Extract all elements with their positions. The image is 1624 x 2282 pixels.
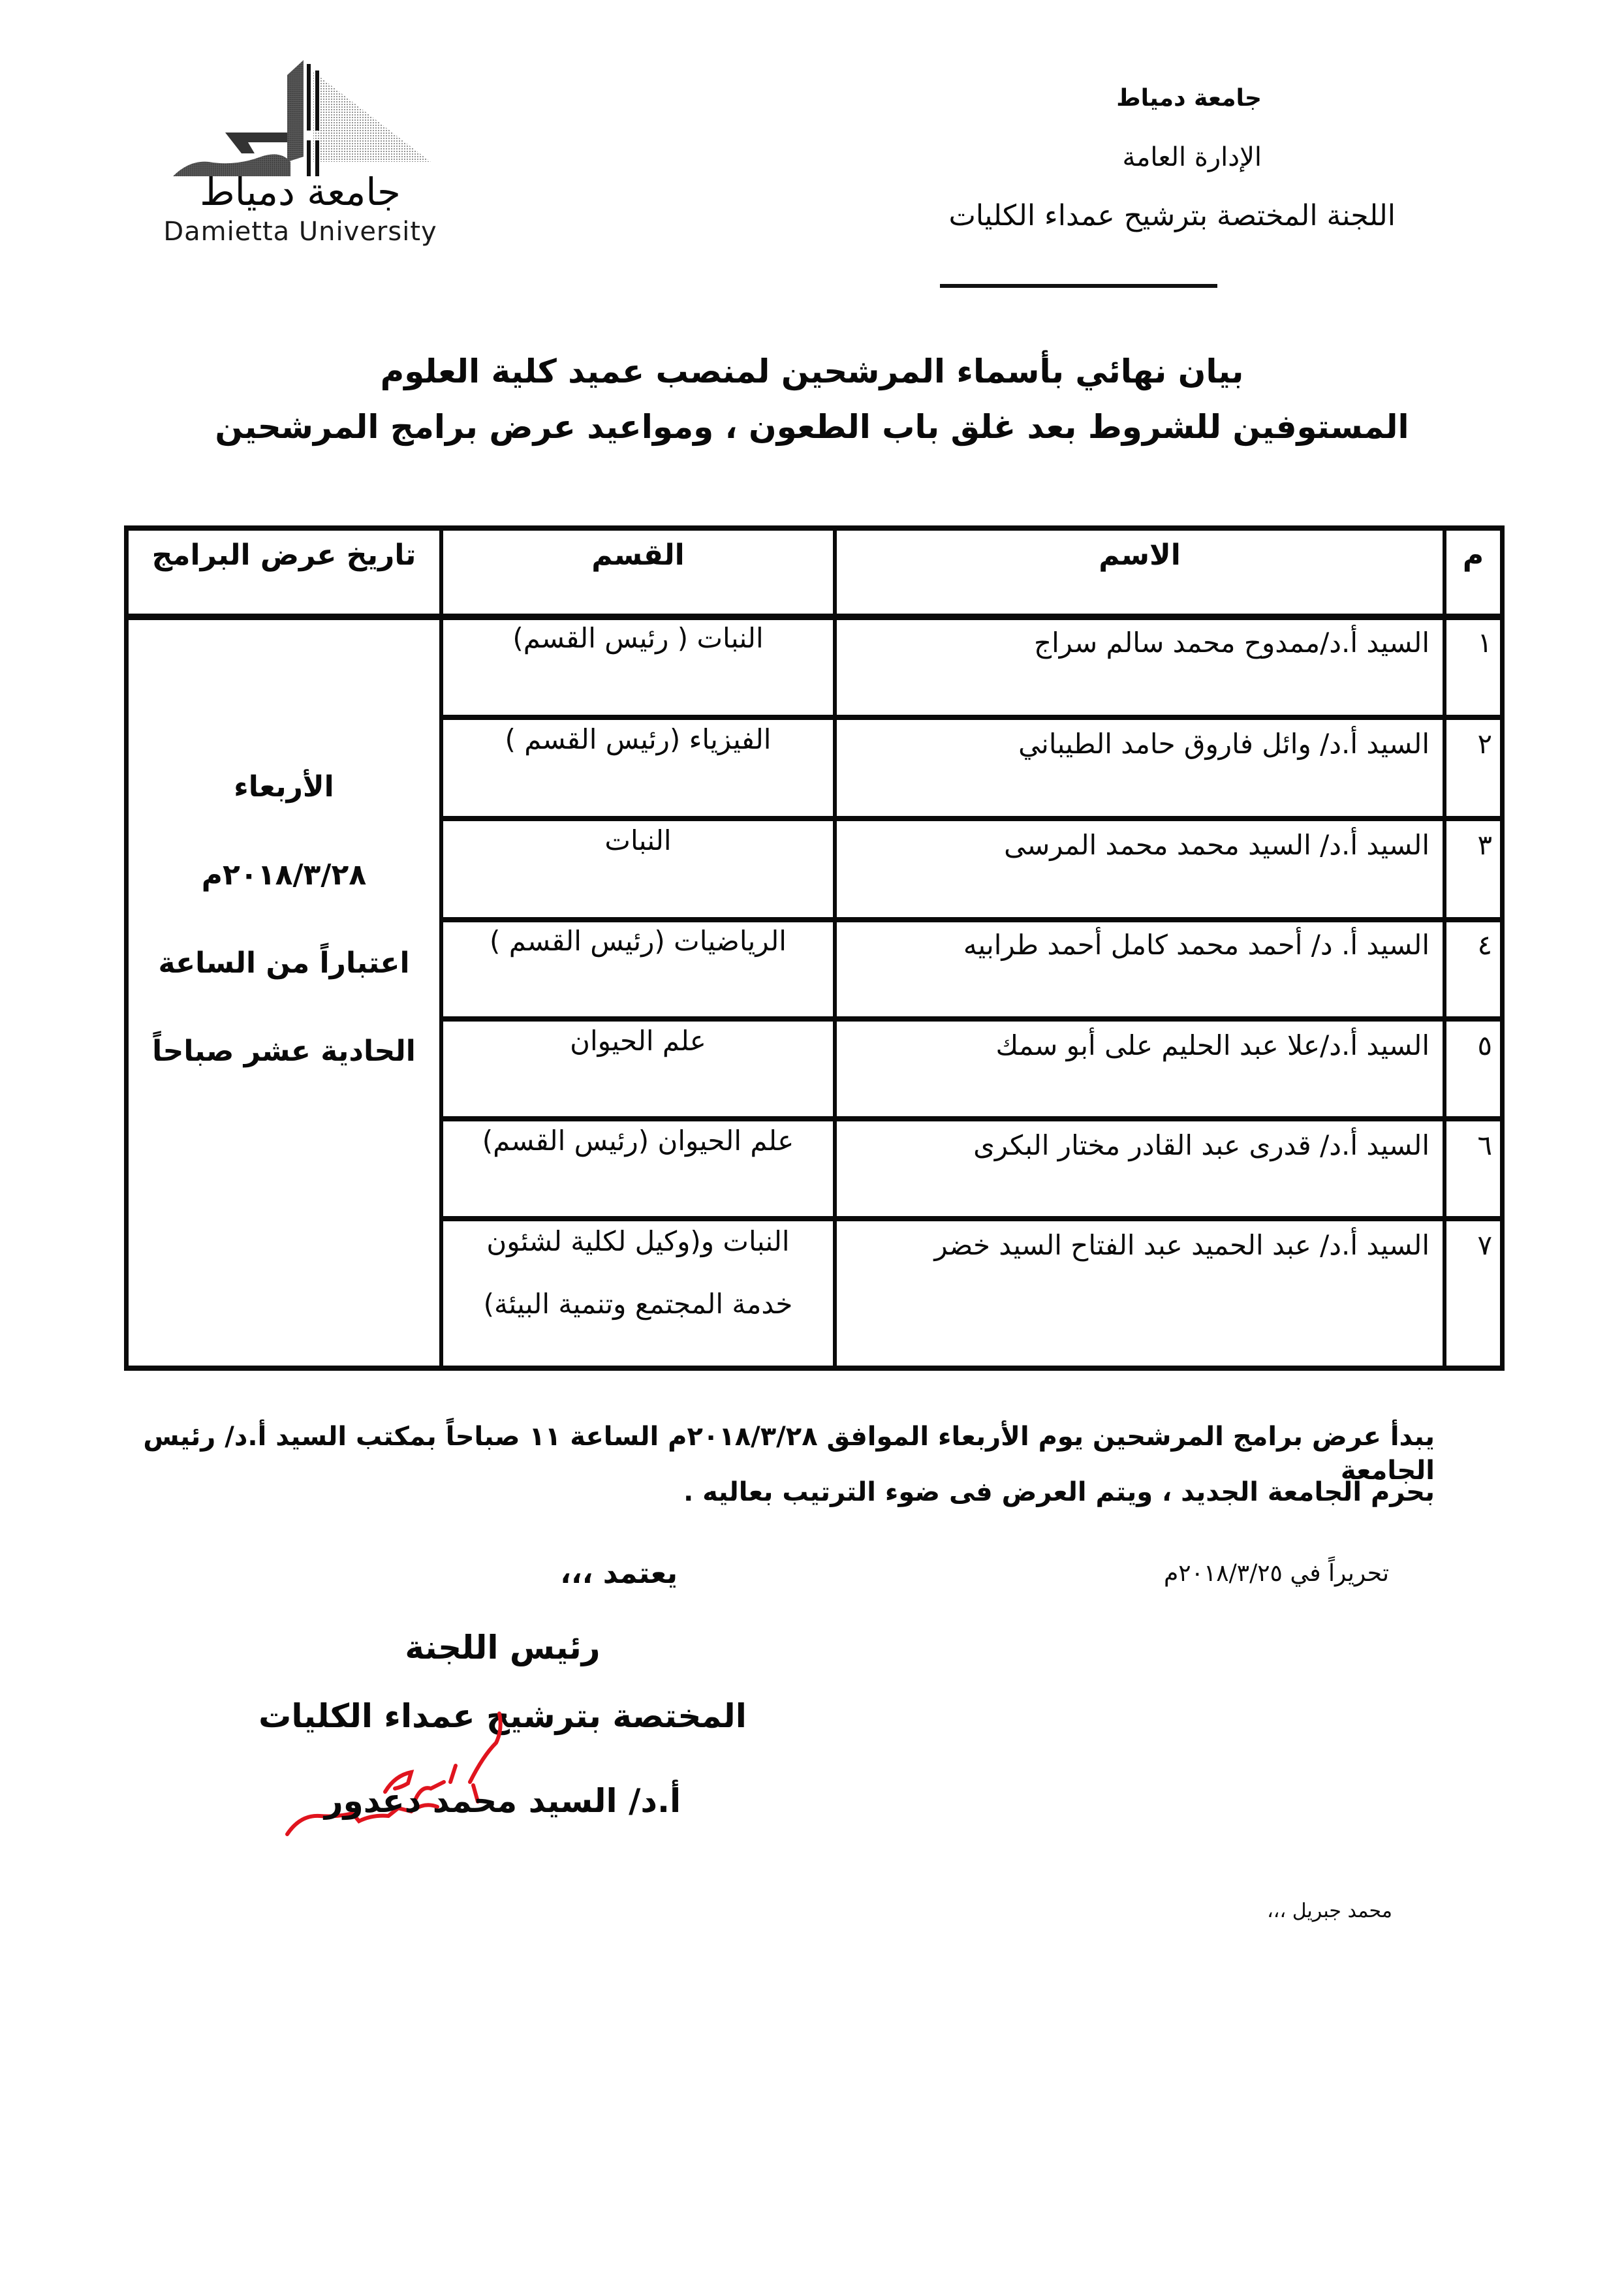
- table-border-right: [1500, 525, 1505, 1371]
- university-logo: [150, 46, 450, 248]
- row-index: ٧: [1477, 1229, 1492, 1261]
- candidate-name: السيد أ. د/ أحمد محمد كامل أحمد طرابيه: [963, 929, 1429, 961]
- candidate-name: السيد أ.د/ وائل فاروق حامد الطيباني: [1018, 728, 1429, 760]
- column-header-presentation-date: تاريخ عرض البرامج: [151, 539, 416, 572]
- footer-note: محمد جبريل ،،،: [1267, 1899, 1392, 1922]
- candidate-department: علم الحيوان (رئيس القسم): [482, 1125, 794, 1157]
- presentation-date: ٢٠١٨/٣/٢٨م: [201, 858, 367, 892]
- candidates-table: [124, 525, 1505, 1371]
- candidate-department: الرياضيات (رئيس القسم ): [490, 925, 787, 957]
- notice-line-1: يبدأ عرض برامج المرشحين يوم الأربعاء الموافق ٢٠١٨/٣/٢٨م الساعة ١١ صباحاً بمكتب السيد أ.د/ رئيس الجامعة: [143, 1422, 1435, 1486]
- table-border-top: [124, 525, 1505, 531]
- table-border-left: [124, 525, 129, 1371]
- written-date: تحريراً في ٢٠١٨/٣/٢٥م: [1163, 1560, 1389, 1587]
- row-index: ٦: [1477, 1129, 1492, 1161]
- column-header-index: م: [1462, 539, 1484, 572]
- row-divider: [439, 1016, 1505, 1022]
- candidate-name: السيد أ.د/ عبد الحميد عبد الفتاح السيد خضر: [934, 1229, 1429, 1261]
- approval-label: يعتمد ،،،: [560, 1557, 678, 1590]
- header-university-name: جامعة دمياط: [1116, 85, 1262, 112]
- row-divider: [439, 816, 1505, 821]
- header-divider: [940, 284, 1217, 288]
- header-committee-name: اللجنة المختصة بترشيح عمداء الكليات: [948, 199, 1396, 232]
- row-index: ٥: [1477, 1029, 1492, 1061]
- candidate-name: السيد أ.د/علا عبد الحليم على أبو سمك: [995, 1029, 1429, 1061]
- logo-english-wordmark: Damietta University: [163, 217, 437, 247]
- presentation-from-label: اعتباراً من الساعة: [158, 946, 410, 980]
- presentation-time: الحادية عشر صباحاً: [152, 1035, 416, 1068]
- column-header-department: القسم: [591, 539, 685, 572]
- candidate-department-line-2: خدمة المجتمع وتنمية البيئة): [483, 1288, 793, 1320]
- row-divider: [439, 1216, 1505, 1221]
- signatory-title-line-1: رئيس اللجنة: [405, 1629, 601, 1666]
- signatory-title-line-2: المختصة بترشيح عمداء الكليات: [258, 1697, 747, 1735]
- header-administration: الإدارة العامة: [1122, 142, 1262, 172]
- row-divider: [439, 715, 1505, 720]
- header-row-divider: [124, 614, 1505, 620]
- column-divider: [833, 525, 837, 1371]
- document-title-line-2: المستوفين للشروط بعد غلق باب الطعون ، ومواعيد عرض برامج المرشحين: [215, 408, 1409, 446]
- presentation-day: الأربعاء: [234, 770, 334, 804]
- signatory-name: أ.د/ السيد محمد دعدور: [324, 1782, 681, 1820]
- table-border-bottom: [124, 1366, 1505, 1371]
- row-index: ٤: [1477, 929, 1492, 961]
- row-divider: [439, 917, 1505, 922]
- column-header-name: الاسم: [1099, 539, 1181, 572]
- candidate-department: الفيزياء (رئيس القسم ): [505, 723, 772, 755]
- row-index: ٢: [1477, 728, 1492, 760]
- candidate-name: السيد أ.د/ قدرى عبد القادر مختار البكرى: [973, 1129, 1429, 1161]
- candidate-name: السيد أ.د/ممدوح محمد سالم سراج: [1034, 627, 1429, 659]
- candidate-department-line-1: النبات و(وكيل لكلية لشئون: [486, 1225, 790, 1257]
- row-index: ١: [1477, 627, 1492, 659]
- document-title-line-1: بيان نهائي بأسماء المرشحين لمنصب عميد كلية العلوم: [380, 352, 1244, 390]
- row-divider: [439, 1116, 1505, 1121]
- candidate-department: النبات: [604, 824, 672, 856]
- logo-arabic-wordmark: جامعة دمياط: [200, 170, 401, 214]
- candidate-department: علم الحيوان: [570, 1025, 706, 1057]
- logo-emblem-graphic: [150, 46, 450, 176]
- candidate-department: النبات ( رئيس القسم): [512, 622, 764, 654]
- row-index: ٣: [1477, 829, 1492, 861]
- candidate-name: السيد أ.د/ السيد محمد محمد المرسى: [1004, 829, 1429, 861]
- notice-line-2: بحرم الجامعة الجديد ، ويتم العرض فى ضوء الترتيب بعاليه .: [683, 1477, 1435, 1507]
